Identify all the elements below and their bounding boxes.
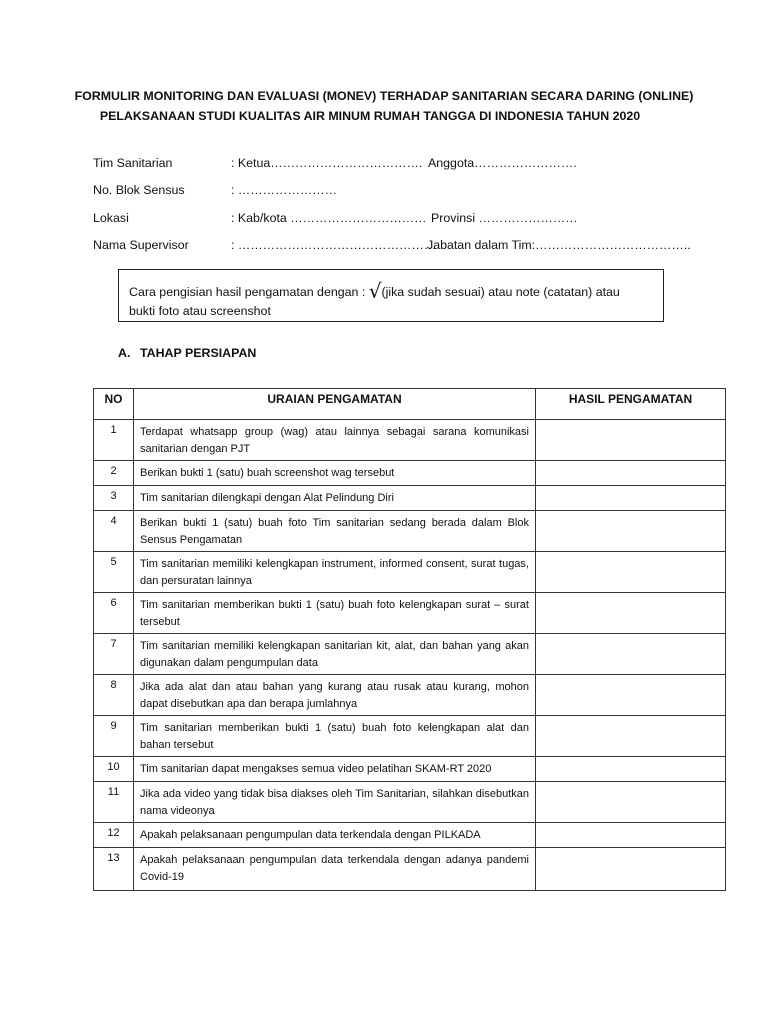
blok-sensus-label: No. Blok Sensus bbox=[93, 183, 185, 197]
observation-table bbox=[93, 388, 726, 891]
row-number: 7 bbox=[94, 634, 134, 675]
table-row bbox=[94, 716, 726, 757]
row-number: 4 bbox=[94, 511, 134, 552]
table-row bbox=[94, 757, 726, 782]
row-description: Apakah pelaksanaan pengumpulan data terkendala dengan PILKADA bbox=[134, 823, 536, 848]
jabatan-field[interactable]: Jabatan dalam Tim:……………………………….. bbox=[427, 238, 691, 252]
table-row bbox=[94, 552, 726, 593]
row-description: Tim sanitarian memiliki kelengkapan instrument, informed consent, surat tugas, dan persuratan lainnya bbox=[134, 552, 536, 593]
form-title: FORMULIR MONITORING DAN EVALUASI (MONEV) TERHADAP SANITARIAN SECARA DARING (ONLINE) bbox=[74, 89, 694, 103]
row-number: 6 bbox=[94, 593, 134, 634]
table-row bbox=[94, 634, 726, 675]
instruction-text-end: (jika sudah sesuai) atau note (catatan) atau bbox=[381, 285, 620, 299]
table-row bbox=[94, 511, 726, 552]
section-title: TAHAP PERSIAPAN bbox=[140, 346, 257, 360]
form-subtitle: PELAKSANAAN STUDI KUALITAS AIR MINUM RUMAH TANGGA DI INDONESIA TAHUN 2020 bbox=[99, 109, 641, 123]
result-cell[interactable] bbox=[536, 782, 726, 823]
header-no: NO bbox=[94, 389, 134, 420]
supervisor-field[interactable]: : ………………………………………… bbox=[231, 238, 437, 252]
row-description: Tim sanitarian dilengkapi dengan Alat Pelindung Diri bbox=[134, 486, 536, 511]
result-cell[interactable] bbox=[536, 461, 726, 486]
table-header-row bbox=[94, 389, 726, 420]
result-cell[interactable] bbox=[536, 634, 726, 675]
header-hasil: HASIL PENGAMATAN bbox=[536, 389, 726, 420]
result-cell[interactable] bbox=[536, 848, 726, 891]
row-description: Tim sanitarian memberikan bukti 1 (satu) buah foto kelengkapan alat dan bahan tersebut bbox=[134, 716, 536, 757]
table-row bbox=[94, 848, 726, 891]
table-row bbox=[94, 461, 726, 486]
table-row bbox=[94, 782, 726, 823]
row-number: 1 bbox=[94, 420, 134, 461]
kabkota-field[interactable]: : Kab/kota …………………………… bbox=[231, 211, 427, 225]
row-number: 2 bbox=[94, 461, 134, 486]
row-description: Tim sanitarian dapat mengakses semua video pelatihan SKAM-RT 2020 bbox=[134, 757, 536, 782]
result-cell[interactable] bbox=[536, 552, 726, 593]
supervisor-label: Nama Supervisor bbox=[93, 238, 189, 252]
row-number: 9 bbox=[94, 716, 134, 757]
result-cell[interactable] bbox=[536, 716, 726, 757]
result-cell[interactable] bbox=[536, 593, 726, 634]
row-description: Berikan bukti 1 (satu) buah foto Tim sanitarian sedang berada dalam Blok Sensus Pengamatan bbox=[134, 511, 536, 552]
table-row bbox=[94, 593, 726, 634]
header-uraian: URAIAN PENGAMATAN bbox=[134, 389, 536, 420]
result-cell[interactable] bbox=[536, 675, 726, 716]
instruction-text-start: Cara pengisian hasil pengamatan dengan : bbox=[129, 285, 369, 299]
row-number: 10 bbox=[94, 757, 134, 782]
lokasi-label: Lokasi bbox=[93, 211, 129, 225]
row-description: Jika ada alat dan atau bahan yang kurang atau rusak atau kurang, mohon dapat disebutkan apa dan berapa jumlahnya bbox=[134, 675, 536, 716]
section-heading bbox=[118, 346, 256, 360]
table-row bbox=[94, 486, 726, 511]
row-number: 5 bbox=[94, 552, 134, 593]
tim-sanitarian-label: Tim Sanitarian bbox=[93, 156, 173, 170]
instruction-text-line2: bukti foto atau screenshot bbox=[129, 304, 271, 318]
row-description: Apakah pelaksanaan pengumpulan data terkendala dengan adanya pandemi Covid-19 bbox=[134, 848, 536, 891]
instruction-box bbox=[118, 269, 664, 322]
anggota-field[interactable]: Anggota……………………. bbox=[428, 156, 577, 170]
table-row bbox=[94, 420, 726, 461]
row-number: 11 bbox=[94, 782, 134, 823]
result-cell[interactable] bbox=[536, 486, 726, 511]
row-description: Tim sanitarian memiliki kelengkapan sanitarian kit, alat, dan bahan yang akan digunakan dalam pengumpulan data bbox=[134, 634, 536, 675]
result-cell[interactable] bbox=[536, 420, 726, 461]
row-description: Jika ada video yang tidak bisa diakses oleh Tim Sanitarian, silahkan disebutkan nama videonya bbox=[134, 782, 536, 823]
row-description: Terdapat whatsapp group (wag) atau lainnya sebagai sarana komunikasi sanitarian dengan PJT bbox=[134, 420, 536, 461]
blok-sensus-field[interactable]: : …………………… bbox=[231, 183, 338, 197]
row-number: 12 bbox=[94, 823, 134, 848]
result-cell[interactable] bbox=[536, 757, 726, 782]
row-description: Tim sanitarian memberikan bukti 1 (satu) buah foto kelengkapan surat – surat tersebut bbox=[134, 593, 536, 634]
row-number: 8 bbox=[94, 675, 134, 716]
section-number: A. bbox=[118, 346, 131, 360]
ketua-field[interactable]: : Ketua………………………………. bbox=[231, 156, 423, 170]
row-number: 3 bbox=[94, 486, 134, 511]
row-description: Berikan bukti 1 (satu) buah screenshot wag tersebut bbox=[134, 461, 536, 486]
result-cell[interactable] bbox=[536, 511, 726, 552]
row-number: 13 bbox=[94, 848, 134, 891]
provinsi-field[interactable]: Provinsi …………………… bbox=[431, 211, 578, 225]
result-cell[interactable] bbox=[536, 823, 726, 848]
table-row bbox=[94, 675, 726, 716]
check-symbol: √ bbox=[368, 279, 382, 303]
table-row bbox=[94, 823, 726, 848]
